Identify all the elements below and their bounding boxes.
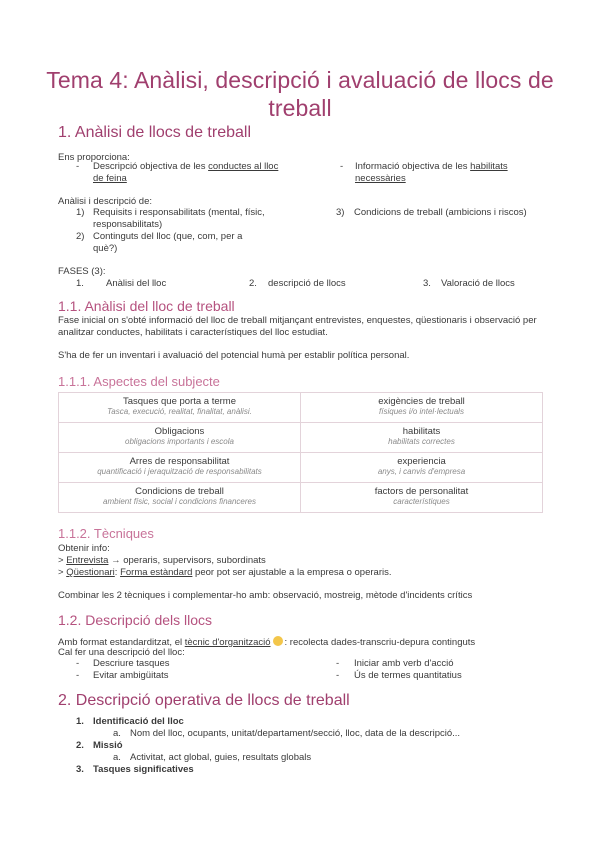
obtenir-label: Obtenir info: bbox=[58, 543, 110, 554]
list-number: 1. bbox=[76, 278, 84, 289]
table-row bbox=[59, 423, 543, 453]
entrevista-line bbox=[58, 555, 543, 567]
habilitats-link: habilitats necessàries bbox=[355, 161, 508, 184]
section-1-2-heading: 1.2. Descripció dels llocs bbox=[58, 612, 213, 628]
missio-detail: Activitat, act global, guies, resultats globals bbox=[130, 752, 312, 763]
cell-main: exigències de treball bbox=[378, 396, 465, 407]
cell-sub: obligacions importants i escola bbox=[125, 437, 234, 446]
cell-sub: característiques bbox=[393, 497, 450, 506]
list-item-continguts: Continguts del lloc (que, com, per a què?) bbox=[93, 231, 243, 254]
list-number: 3. bbox=[423, 278, 431, 289]
cell-sub: Tasca, execució, realitat, finalitat, anàlisi. bbox=[107, 407, 252, 416]
table-cell bbox=[59, 393, 301, 423]
list-number: 1) bbox=[76, 207, 85, 218]
bullet-habilitats bbox=[355, 161, 545, 184]
section-1-1-paragraph-2: S'ha de fer un inventari i avaluació del potencial humà per establir política personal. bbox=[58, 350, 410, 361]
list-letter: a. bbox=[113, 752, 121, 763]
section-1-1-heading: 1.1. Anàlisi del lloc de treball bbox=[58, 298, 235, 314]
emoji-icon bbox=[273, 636, 283, 646]
fase-1: Anàlisi del lloc bbox=[106, 278, 167, 289]
bullet-dash: - bbox=[336, 670, 340, 681]
bullet-text: Informació objectiva de les bbox=[355, 161, 471, 172]
bullet-dash: - bbox=[340, 161, 344, 172]
cell-sub: habilitats correctes bbox=[388, 437, 455, 446]
list-letter: a. bbox=[113, 728, 121, 739]
bullet-dash: - bbox=[76, 670, 80, 681]
table-cell bbox=[301, 393, 543, 423]
section-1-1-2-heading: 1.1.2. Tècniques bbox=[58, 526, 154, 541]
desc-item-1: Descriure tasques bbox=[93, 658, 170, 669]
questionari-label: Qüestionari bbox=[66, 567, 115, 578]
list-number: 3) bbox=[336, 207, 345, 218]
desc-item-4: Ús de termes quantitatius bbox=[354, 670, 462, 681]
arrow-prefix: > bbox=[58, 567, 67, 578]
cell-main: Obligacions bbox=[154, 426, 205, 437]
identificacio-item: Identificació del lloc bbox=[93, 716, 184, 727]
tecnic-link: tècnic d'organització bbox=[184, 637, 271, 648]
fases-label: FASES (3): bbox=[58, 266, 106, 277]
table-cell bbox=[301, 423, 543, 453]
cell-main: habilitats bbox=[402, 426, 441, 437]
bullet-text: Descripció objectiva de les bbox=[93, 161, 209, 172]
bullet-dash: - bbox=[76, 658, 80, 669]
colon: : bbox=[114, 567, 121, 578]
cell-sub: ambient físic, social i condicions financeres bbox=[103, 497, 256, 506]
cell-sub: físiques i/o intel·lectuals bbox=[379, 407, 464, 416]
analisi-label: Anàlisi i descripció de: bbox=[58, 196, 152, 207]
forma-estandard-link: Forma estàndard bbox=[120, 567, 193, 578]
list-item-requisits: Requisits i responsabilitats (mental, físic, responsabilitats) bbox=[93, 207, 265, 230]
amb-post: : recolecta dades-transcriu-depura continguts bbox=[284, 637, 476, 648]
fase-3: Valoració de llocs bbox=[441, 278, 515, 289]
table-cell bbox=[59, 423, 301, 453]
missio-item: Missió bbox=[93, 740, 123, 751]
table-row bbox=[59, 483, 543, 513]
table-cell bbox=[301, 483, 543, 513]
list-number: 2) bbox=[76, 231, 85, 242]
table-row bbox=[59, 393, 543, 423]
cell-sub: quantificació i jeraquització de responsabilitats bbox=[97, 467, 262, 476]
bullet-dash: - bbox=[336, 658, 340, 669]
section-1-1-paragraph-1: Fase inicial on s'obté informació del lloc de treball mitjançant entrevistes, enquestes, qüestionaris i observació per analitzar conductes, habilitats i característiques del lloc estudiat. bbox=[58, 315, 537, 338]
list-item-condicions: Condicions de treball (ambicions i riscos) bbox=[354, 207, 527, 218]
tasques-item: Tasques significatives bbox=[93, 764, 194, 775]
table-row bbox=[59, 453, 543, 483]
cell-main: Arres de responsabilitat bbox=[129, 456, 230, 467]
section-2-heading: 2. Descripció operativa de llocs de treball bbox=[58, 692, 350, 709]
desc-item-2: Evitar ambigüitats bbox=[93, 670, 169, 681]
ens-label: Ens proporciona: bbox=[58, 152, 130, 163]
bullet-dash: - bbox=[76, 161, 80, 172]
cal-label: Cal fer una descripció del lloc: bbox=[58, 647, 185, 658]
table-cell bbox=[301, 453, 543, 483]
table-cell bbox=[59, 483, 301, 513]
table-cell bbox=[59, 453, 301, 483]
list-number: 2. bbox=[76, 740, 84, 751]
cell-main: Condicions de treball bbox=[135, 486, 224, 497]
aspects-table bbox=[58, 392, 543, 513]
entrevista-label: Entrevista bbox=[66, 555, 109, 566]
cell-main: Tasques que porta a terme bbox=[122, 396, 236, 407]
questionari-text: peor pot ser ajustable a la empresa o operaris. bbox=[192, 567, 392, 578]
list-number: 1. bbox=[76, 716, 84, 727]
cell-sub: anys, i canvis d'empresa bbox=[377, 467, 466, 476]
desc-item-3: Iniciar amb verb d'acció bbox=[354, 658, 454, 669]
section-1-heading: 1. Anàlisi de llocs de treball bbox=[58, 124, 251, 141]
amb-text: Amb format estandarditzat, el bbox=[58, 637, 185, 648]
conductes-link: conductes al lloc de feina bbox=[93, 161, 279, 184]
cell-main: experiencia bbox=[397, 456, 446, 467]
cell-main: factors de personalitat bbox=[374, 486, 469, 497]
section-1-1-1-heading: 1.1.1. Aspectes del subjecte bbox=[58, 374, 220, 389]
arrow-prefix: > bbox=[58, 555, 67, 566]
combinar-paragraph: Combinar les 2 tècniques i complementar-ho amb: observació, mostreig, mètode d'incidents crítics bbox=[58, 590, 473, 601]
entrevista-text: → operaris, supervisors, subordinats bbox=[108, 555, 266, 566]
list-number: 3. bbox=[76, 764, 84, 775]
page-title: Tema 4: Anàlisi, descripció i avaluació de llocs de treball bbox=[46, 67, 554, 121]
bullet-conductes bbox=[93, 161, 288, 184]
questionari-line bbox=[58, 567, 543, 579]
list-number: 2. bbox=[249, 278, 257, 289]
identificacio-detail: Nom del lloc, ocupants, unitat/departament/secció, lloc, data de la descripció... bbox=[130, 728, 461, 739]
fase-2: descripció de llocs bbox=[268, 278, 346, 289]
